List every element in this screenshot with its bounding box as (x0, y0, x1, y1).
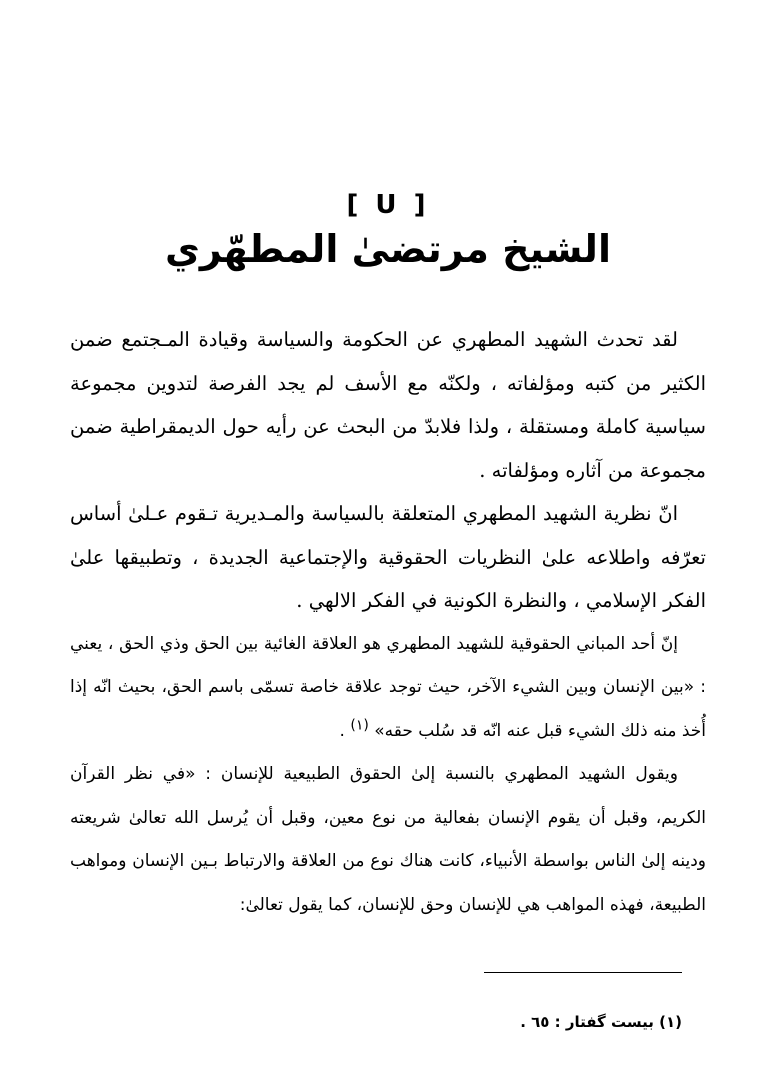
chapter-number: [ U ] (346, 190, 430, 220)
chapter-title: الشيخ مرتضىٰ المطهّري (165, 227, 611, 271)
paragraph-1: لقد تحدث الشهيد المطهري عن الحكومة والسياسة وقيادة المـجتمع ضمن الكثير من كتبه ومؤلفاته ، ولكنّه مع الأسف لم يجد الفرصة لتدوين مجموعة سياسية كاملة ومستقلة ، ولذا فلابدّ من البحث عن رأيه حول الديمقراطية ضمن مجموعة من آثاره ومؤلفاته . (70, 328, 706, 482)
paragraph-2: انّ نظرية الشهيد المطهري المتعلقة بالسياسة والمـديرية تـقوم عـلىٰ أساس تعرّفه واطلاعه علىٰ النظريات الحقوقية والإجتماعية الجديدة ، وتطبيقها علىٰ الفكر الإسلامي ، والنظرة الكونية في الفكر الالهي . (70, 502, 706, 612)
body-text (70, 318, 706, 927)
paragraph-4: ويقول الشهيد المطهري بالنسبة إلىٰ الحقوق الطبيعية للإنسان : «في نظر القرآن الكريم، وقبل أن يقوم الإنسان بفعالية من نوع معين، وقبل أن يُرسل الله تعالىٰ شريعته ودينه إلىٰ الناس بواسطة الأنبياء، كانت هناك نوع من العلاقة والارتباط بـين الإنسان ومواهب الطبيعة، فهذه المواهب هي للإنسان وحق للإنسان، كما يقول تعالىٰ: (70, 764, 706, 915)
paragraph-3-text: إنّ أحد المباني الحقوقية للشهيد المطهري هو العلاقة الغائية بين الحق وذي الحق ، يعني : «بين الإنسان وبين الشيء الآخر، حيث توجد علاقة خاصة تسمّى باسم الحق، بحيث انّه إذا أُخذ منه ذلك الشيء قبل عنه انّه قد سُلب حقه» (70, 633, 706, 741)
paragraph-3: إنّ أحد المباني الحقوقية للشهيد المطهري هو العلاقة الغائية بين الحق وذي الحق ، يعني : «بين الإنسان وبين الشيء الآخر، حيث توجد علاقة خاصة تسمّى باسم الحق، بحيث انّه إذا أُخذ منه ذلك الشيء قبل عنه انّه قد سُلب حقه» $^{(١)}$ . (70, 633, 706, 741)
footnote: (١) بيست گفتار : ٦٥ . (520, 1013, 682, 1031)
footnote-marker: (١) (350, 716, 369, 733)
footnote-separator (484, 972, 682, 973)
